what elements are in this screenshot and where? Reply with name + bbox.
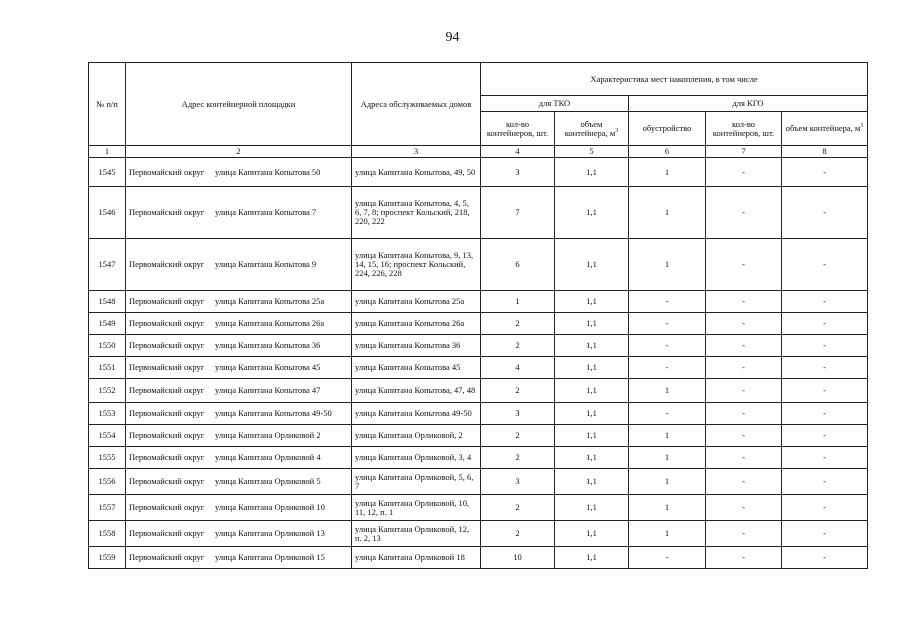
served-addresses-cell: улица Капитана Орликовой 18 — [352, 547, 481, 569]
district-name: Первомайский округ — [129, 340, 205, 350]
row-number: 1557 — [89, 495, 126, 521]
kgo-count-cell: - — [706, 469, 782, 495]
served-addresses-cell: улица Капитана Копытова 49-50 — [352, 403, 481, 425]
site-address-cell — [126, 357, 352, 379]
kgo-count-cell: - — [706, 379, 782, 403]
table-row — [89, 403, 868, 425]
column-number-row — [89, 146, 868, 158]
district-name: Первомайский округ — [129, 502, 205, 512]
row-number: 1559 — [89, 547, 126, 569]
header-tko-count: кол-во контейнеров, шт. — [481, 112, 555, 146]
table-row — [89, 447, 868, 469]
table-body — [89, 158, 868, 569]
kgo-volume-cell: - — [782, 447, 868, 469]
kgo-arrangement-cell: - — [629, 547, 706, 569]
tko-volume-cell: 1,1 — [555, 158, 629, 187]
tko-volume-cell: 1,1 — [555, 521, 629, 547]
col-number: 1 — [89, 146, 126, 158]
district-name: Первомайский округ — [129, 207, 205, 217]
site-address-cell — [126, 547, 352, 569]
table-row — [89, 357, 868, 379]
tko-count-cell: 2 — [481, 379, 555, 403]
tko-count-cell: 2 — [481, 335, 555, 357]
tko-count-cell: 10 — [481, 547, 555, 569]
street-address: улица Капитана Копытова 9 — [215, 259, 317, 269]
district-name: Первомайский округ — [129, 318, 205, 328]
district-name: Первомайский округ — [129, 259, 205, 269]
served-addresses-cell: улица Капитана Орликовой, 3, 4 — [352, 447, 481, 469]
row-number: 1545 — [89, 158, 126, 187]
district-name: Первомайский округ — [129, 430, 205, 440]
kgo-arrangement-cell: - — [629, 357, 706, 379]
tko-volume-cell: 1,1 — [555, 239, 629, 291]
site-address-cell — [126, 158, 352, 187]
kgo-volume-cell: - — [782, 357, 868, 379]
header-num: № п/п — [89, 63, 126, 146]
tko-count-cell: 1 — [481, 291, 555, 313]
col-number: 3 — [352, 146, 481, 158]
header-kgo: для КГО — [629, 96, 868, 112]
served-addresses-cell: улица Капитана Копытова, 47, 48 — [352, 379, 481, 403]
served-addresses-cell: улица Капитана Копытова, 9, 13, 14, 15, 16; проспект Кольский, 224, 226, 228 — [352, 239, 481, 291]
row-number: 1556 — [89, 469, 126, 495]
district-name: Первомайский округ — [129, 408, 205, 418]
tko-volume-cell: 1,1 — [555, 379, 629, 403]
tko-volume-cell: 1,1 — [555, 335, 629, 357]
header-site-address: Адрес контейнерной площадки — [126, 63, 352, 146]
kgo-count-cell: - — [706, 403, 782, 425]
kgo-count-cell: - — [706, 291, 782, 313]
tko-count-cell: 3 — [481, 469, 555, 495]
header-tko: для ТКО — [481, 96, 629, 112]
tko-volume-cell: 1,1 — [555, 495, 629, 521]
kgo-count-cell: - — [706, 158, 782, 187]
tko-count-cell: 2 — [481, 495, 555, 521]
tko-volume-cell: 1,1 — [555, 403, 629, 425]
district-name: Первомайский округ — [129, 528, 205, 538]
kgo-count-cell: - — [706, 357, 782, 379]
col-number: 7 — [706, 146, 782, 158]
kgo-arrangement-cell: 1 — [629, 521, 706, 547]
row-number: 1548 — [89, 291, 126, 313]
table-row — [89, 335, 868, 357]
header-tko-volume: объем контейнера, $м^3$ — [555, 112, 629, 146]
served-addresses-cell: улица Капитана Копытова 25а — [352, 291, 481, 313]
served-addresses-cell: улица Капитана Копытова, 49, 50 — [352, 158, 481, 187]
kgo-volume-cell: - — [782, 291, 868, 313]
tko-count-cell: 2 — [481, 521, 555, 547]
table-row — [89, 425, 868, 447]
kgo-arrangement-cell: 1 — [629, 158, 706, 187]
row-number: 1547 — [89, 239, 126, 291]
kgo-arrangement-cell: 1 — [629, 379, 706, 403]
kgo-volume-cell: - — [782, 313, 868, 335]
street-address: улица Капитана Орликовой 4 — [215, 452, 321, 462]
street-address: улица Капитана Копытова 45 — [215, 362, 321, 372]
street-address: улица Капитана Копытова 7 — [215, 207, 317, 217]
row-number: 1554 — [89, 425, 126, 447]
kgo-arrangement-cell: - — [629, 335, 706, 357]
kgo-arrangement-cell: 1 — [629, 187, 706, 239]
street-address: улица Капитана Копытова 50 — [215, 166, 321, 177]
kgo-count-cell: - — [706, 239, 782, 291]
table-header — [89, 63, 868, 158]
col-number: 5 — [555, 146, 629, 158]
kgo-arrangement-cell: - — [629, 291, 706, 313]
kgo-volume-cell: - — [782, 239, 868, 291]
tko-volume-cell: 1,1 — [555, 291, 629, 313]
district-name: Первомайский округ — [129, 452, 205, 462]
site-address-cell — [126, 335, 352, 357]
served-addresses-cell: улица Капитана Копытова 36 — [352, 335, 481, 357]
row-number: 1549 — [89, 313, 126, 335]
kgo-arrangement-cell: - — [629, 403, 706, 425]
kgo-count-cell: - — [706, 447, 782, 469]
street-address: улица Капитана Копытова 25а — [215, 296, 325, 306]
served-addresses-cell: улица Капитана Копытова 45 — [352, 357, 481, 379]
kgo-volume-cell: - — [782, 403, 868, 425]
container-sites-table — [88, 62, 868, 569]
table-row — [89, 379, 868, 403]
tko-volume-cell: 1,1 — [555, 357, 629, 379]
col-number: 4 — [481, 146, 555, 158]
site-address-cell — [126, 313, 352, 335]
tko-volume-cell: 1,1 — [555, 425, 629, 447]
header-kgo-arrangement: обустройство — [629, 112, 706, 146]
served-addresses-cell: улица Капитана Орликовой, 12, п. 2, 13 — [352, 521, 481, 547]
table-row — [89, 495, 868, 521]
street-address: улица Капитана Копытова 36 — [215, 340, 321, 350]
table-row — [89, 239, 868, 291]
tko-count-cell: 2 — [481, 313, 555, 335]
kgo-arrangement-cell: 1 — [629, 447, 706, 469]
district-name: Первомайский округ — [129, 552, 205, 562]
row-number: 1551 — [89, 357, 126, 379]
tko-count-cell: 6 — [481, 239, 555, 291]
tko-count-cell: 2 — [481, 425, 555, 447]
col-number: 6 — [629, 146, 706, 158]
site-address-cell — [126, 187, 352, 239]
site-address-cell — [126, 447, 352, 469]
kgo-arrangement-cell: 1 — [629, 425, 706, 447]
row-number: 1552 — [89, 379, 126, 403]
kgo-arrangement-cell: 1 — [629, 495, 706, 521]
table-row — [89, 521, 868, 547]
site-address-cell — [126, 291, 352, 313]
row-number: 1550 — [89, 335, 126, 357]
kgo-volume-cell: - — [782, 379, 868, 403]
kgo-count-cell: - — [706, 425, 782, 447]
street-address: улица Капитана Орликовой 2 — [215, 430, 321, 440]
site-address-cell — [126, 379, 352, 403]
kgo-count-cell: - — [706, 313, 782, 335]
site-address-cell — [126, 403, 352, 425]
kgo-count-cell: - — [706, 187, 782, 239]
kgo-volume-cell: - — [782, 425, 868, 447]
kgo-count-cell: - — [706, 335, 782, 357]
kgo-volume-cell: - — [782, 469, 868, 495]
district-name: Первомайский округ — [129, 362, 205, 372]
tko-volume-cell: 1,1 — [555, 447, 629, 469]
row-number: 1558 — [89, 521, 126, 547]
district-name: Первомайский округ — [129, 385, 205, 395]
district-name: Первомайский округ — [129, 296, 205, 306]
kgo-count-cell: - — [706, 547, 782, 569]
col-number: 8 — [782, 146, 868, 158]
tko-count-cell: 3 — [481, 403, 555, 425]
tko-volume-cell: 1,1 — [555, 187, 629, 239]
street-address: улица Капитана Орликовой 10 — [215, 502, 325, 512]
row-number: 1555 — [89, 447, 126, 469]
kgo-count-cell: - — [706, 495, 782, 521]
page-number: 94 — [445, 30, 460, 45]
kgo-arrangement-cell: 1 — [629, 239, 706, 291]
tko-count-cell: 7 — [481, 187, 555, 239]
served-addresses-cell: улица Капитана Орликовой, 2 — [352, 425, 481, 447]
street-address: улица Капитана Орликовой 13 — [215, 528, 325, 538]
tko-volume-cell: 1,1 — [555, 547, 629, 569]
row-number: 1553 — [89, 403, 126, 425]
tko-volume-cell: 1,1 — [555, 313, 629, 335]
tko-volume-cell: 1,1 — [555, 469, 629, 495]
table-row — [89, 158, 868, 187]
row-number: 1546 — [89, 187, 126, 239]
street-address: улица Капитана Орликовой 5 — [215, 476, 321, 486]
kgo-volume-cell: - — [782, 158, 868, 187]
street-address: улица Капитана Орликовой 15 — [215, 552, 325, 562]
header-kgo-volume: объем контейнера, $м^3$ — [782, 112, 868, 146]
table-row — [89, 469, 868, 495]
kgo-volume-cell: - — [782, 547, 868, 569]
served-addresses-cell: улица Капитана Копытова, 4, 5, 6, 7, 8; проспект Кольский, 218, 220, 222 — [352, 187, 481, 239]
header-characteristics: Характеристика мест накопления, в том числе — [481, 63, 868, 96]
site-address-cell — [126, 495, 352, 521]
site-address-cell — [126, 469, 352, 495]
header-served-addresses: Адреса обслуживаемых домов — [352, 63, 481, 146]
street-address: улица Капитана Копытова 49-50 — [215, 408, 332, 418]
street-address: улица Капитана Копытова 47 — [215, 385, 321, 395]
district-name: Первомайский округ — [129, 476, 205, 486]
kgo-arrangement-cell: 1 — [629, 469, 706, 495]
kgo-volume-cell: - — [782, 495, 868, 521]
site-address-cell — [126, 239, 352, 291]
tko-count-cell: 2 — [481, 447, 555, 469]
site-address-cell — [126, 425, 352, 447]
table-row — [89, 291, 868, 313]
served-addresses-cell: улица Капитана Орликовой, 5, 6, 7 — [352, 469, 481, 495]
table-row — [89, 547, 868, 569]
table-row — [89, 313, 868, 335]
kgo-volume-cell: - — [782, 521, 868, 547]
served-addresses-cell: улица Капитана Копытова 26а — [352, 313, 481, 335]
tko-count-cell: 3 — [481, 158, 555, 187]
kgo-count-cell: - — [706, 521, 782, 547]
district-name: Первомайский округ — [129, 166, 205, 177]
site-address-cell — [126, 521, 352, 547]
served-addresses-cell: улица Капитана Орликовой, 10, 11, 12, п. 1 — [352, 495, 481, 521]
tko-count-cell: 4 — [481, 357, 555, 379]
kgo-volume-cell: - — [782, 335, 868, 357]
table-row — [89, 187, 868, 239]
col-number: 2 — [126, 146, 352, 158]
kgo-volume-cell: - — [782, 187, 868, 239]
kgo-arrangement-cell: - — [629, 313, 706, 335]
street-address: улица Капитана Копытова 26а — [215, 318, 325, 328]
header-kgo-count: кол-во контейнеров, шт. — [706, 112, 782, 146]
